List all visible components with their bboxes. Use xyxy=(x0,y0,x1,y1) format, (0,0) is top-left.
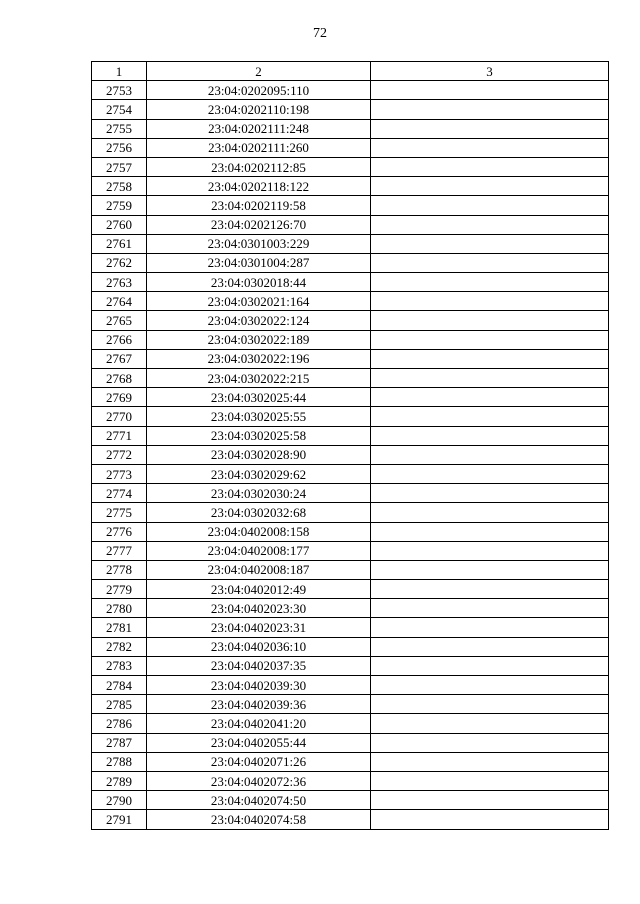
cadastral-number-cell: 23:04:0302028:90 xyxy=(147,445,371,464)
row-number-cell: 2784 xyxy=(92,676,147,695)
notes-cell xyxy=(371,273,609,292)
cadastral-number-cell: 23:04:0402074:58 xyxy=(147,810,371,829)
row-number-cell: 2774 xyxy=(92,484,147,503)
table-row xyxy=(92,253,609,272)
cadastral-number-cell: 23:04:0302021:164 xyxy=(147,292,371,311)
notes-cell xyxy=(371,196,609,215)
row-number-cell: 2775 xyxy=(92,503,147,522)
notes-cell xyxy=(371,810,609,829)
table-row xyxy=(92,330,609,349)
notes-cell xyxy=(371,138,609,157)
cadastral-number-cell: 23:04:0302018:44 xyxy=(147,273,371,292)
table-row xyxy=(92,273,609,292)
table-row xyxy=(92,311,609,330)
row-number-cell: 2761 xyxy=(92,234,147,253)
notes-cell xyxy=(371,426,609,445)
cadastral-number-cell: 23:04:0202095:110 xyxy=(147,81,371,100)
notes-cell xyxy=(371,100,609,119)
row-number-cell: 2760 xyxy=(92,215,147,234)
notes-cell xyxy=(371,177,609,196)
row-number-cell: 2755 xyxy=(92,119,147,138)
cadastral-number-cell: 23:04:0202110:198 xyxy=(147,100,371,119)
notes-cell xyxy=(371,311,609,330)
table-row xyxy=(92,484,609,503)
row-number-cell: 2779 xyxy=(92,580,147,599)
notes-cell xyxy=(371,676,609,695)
notes-cell xyxy=(371,580,609,599)
page-number: 72 xyxy=(313,26,327,41)
row-number-cell: 2754 xyxy=(92,100,147,119)
table-row xyxy=(92,177,609,196)
cadastral-number-cell: 23:04:0202111:248 xyxy=(147,119,371,138)
column-header-1: 1 xyxy=(92,62,147,81)
row-number-cell: 2786 xyxy=(92,714,147,733)
row-number-cell: 2780 xyxy=(92,599,147,618)
cadastral-number-cell: 23:04:0302022:196 xyxy=(147,349,371,368)
table-row xyxy=(92,196,609,215)
cadastral-number-cell: 23:04:0402023:30 xyxy=(147,599,371,618)
cadastral-number-cell: 23:04:0202112:85 xyxy=(147,157,371,176)
notes-cell xyxy=(371,541,609,560)
cadastral-number-cell: 23:04:0202119:58 xyxy=(147,196,371,215)
table-body xyxy=(92,81,609,829)
table-row xyxy=(92,81,609,100)
cadastral-number-cell: 23:04:0302025:44 xyxy=(147,388,371,407)
table-row xyxy=(92,503,609,522)
notes-cell xyxy=(371,695,609,714)
row-number-cell: 2783 xyxy=(92,656,147,675)
row-number-cell: 2759 xyxy=(92,196,147,215)
notes-cell xyxy=(371,733,609,752)
row-number-cell: 2762 xyxy=(92,253,147,272)
cadastral-number-cell: 23:04:0402008:177 xyxy=(147,541,371,560)
row-number-cell: 2787 xyxy=(92,733,147,752)
column-header-2: 2 xyxy=(147,62,371,81)
table-row xyxy=(92,388,609,407)
notes-cell xyxy=(371,599,609,618)
cadastral-number-cell: 23:04:0302022:189 xyxy=(147,330,371,349)
table-header-row xyxy=(92,62,609,81)
table-row xyxy=(92,618,609,637)
notes-cell xyxy=(371,157,609,176)
cadastral-number-cell: 23:04:0402037:35 xyxy=(147,656,371,675)
row-number-cell: 2781 xyxy=(92,618,147,637)
table-row xyxy=(92,100,609,119)
row-number-cell: 2753 xyxy=(92,81,147,100)
cadastral-number-cell: 23:04:0402008:187 xyxy=(147,560,371,579)
cadastral-number-cell: 23:04:0402023:31 xyxy=(147,618,371,637)
row-number-cell: 2763 xyxy=(92,273,147,292)
row-number-cell: 2788 xyxy=(92,752,147,771)
table-row xyxy=(92,560,609,579)
notes-cell xyxy=(371,503,609,522)
notes-cell xyxy=(371,522,609,541)
row-number-cell: 2778 xyxy=(92,560,147,579)
notes-cell xyxy=(371,656,609,675)
notes-cell xyxy=(371,330,609,349)
row-number-cell: 2772 xyxy=(92,445,147,464)
notes-cell xyxy=(371,407,609,426)
table-row xyxy=(92,637,609,656)
table-row xyxy=(92,810,609,829)
cadastral-table xyxy=(91,61,609,830)
cadastral-number-cell: 23:04:0402071:26 xyxy=(147,752,371,771)
cadastral-number-cell: 23:04:0302030:24 xyxy=(147,484,371,503)
row-number-cell: 2790 xyxy=(92,791,147,810)
cadastral-number-cell: 23:04:0402072:36 xyxy=(147,771,371,790)
cadastral-number-cell: 23:04:0402039:30 xyxy=(147,676,371,695)
table-row xyxy=(92,752,609,771)
notes-cell xyxy=(371,369,609,388)
cadastral-number-cell: 23:04:0302029:62 xyxy=(147,464,371,483)
table-row xyxy=(92,656,609,675)
notes-cell xyxy=(371,445,609,464)
notes-cell xyxy=(371,388,609,407)
cadastral-number-cell: 23:04:0301003:229 xyxy=(147,234,371,253)
cadastral-number-cell: 23:04:0302032:68 xyxy=(147,503,371,522)
notes-cell xyxy=(371,292,609,311)
row-number-cell: 2769 xyxy=(92,388,147,407)
table-row xyxy=(92,138,609,157)
cadastral-number-cell: 23:04:0302025:58 xyxy=(147,426,371,445)
row-number-cell: 2758 xyxy=(92,177,147,196)
column-header-3: 3 xyxy=(371,62,609,81)
row-number-cell: 2757 xyxy=(92,157,147,176)
cadastral-number-cell: 23:04:0402055:44 xyxy=(147,733,371,752)
notes-cell xyxy=(371,81,609,100)
notes-cell xyxy=(371,464,609,483)
row-number-cell: 2766 xyxy=(92,330,147,349)
table-row xyxy=(92,157,609,176)
cadastral-number-cell: 23:04:0402012:49 xyxy=(147,580,371,599)
cadastral-number-cell: 23:04:0402039:36 xyxy=(147,695,371,714)
row-number-cell: 2777 xyxy=(92,541,147,560)
notes-cell xyxy=(371,215,609,234)
notes-cell xyxy=(371,484,609,503)
table-row xyxy=(92,464,609,483)
notes-cell xyxy=(371,349,609,368)
cadastral-number-cell: 23:04:0302022:124 xyxy=(147,311,371,330)
table-row xyxy=(92,676,609,695)
table-row xyxy=(92,714,609,733)
notes-cell xyxy=(371,618,609,637)
table-row xyxy=(92,445,609,464)
cadastral-number-cell: 23:04:0402074:50 xyxy=(147,791,371,810)
notes-cell xyxy=(371,771,609,790)
row-number-cell: 2765 xyxy=(92,311,147,330)
table-row xyxy=(92,733,609,752)
notes-cell xyxy=(371,637,609,656)
cadastral-number-cell: 23:04:0301004:287 xyxy=(147,253,371,272)
row-number-cell: 2770 xyxy=(92,407,147,426)
table-row xyxy=(92,407,609,426)
table-row xyxy=(92,695,609,714)
row-number-cell: 2771 xyxy=(92,426,147,445)
row-number-cell: 2789 xyxy=(92,771,147,790)
cadastral-number-cell: 23:04:0302025:55 xyxy=(147,407,371,426)
cadastral-number-cell: 23:04:0402008:158 xyxy=(147,522,371,541)
notes-cell xyxy=(371,560,609,579)
table-row xyxy=(92,580,609,599)
table-row xyxy=(92,119,609,138)
row-number-cell: 2791 xyxy=(92,810,147,829)
table-row xyxy=(92,369,609,388)
table-row xyxy=(92,234,609,253)
row-number-cell: 2756 xyxy=(92,138,147,157)
notes-cell xyxy=(371,752,609,771)
notes-cell xyxy=(371,791,609,810)
table-row xyxy=(92,541,609,560)
table-row xyxy=(92,791,609,810)
cadastral-number-cell: 23:04:0202126:70 xyxy=(147,215,371,234)
row-number-cell: 2773 xyxy=(92,464,147,483)
table-row xyxy=(92,426,609,445)
row-number-cell: 2782 xyxy=(92,637,147,656)
row-number-cell: 2785 xyxy=(92,695,147,714)
table-row xyxy=(92,771,609,790)
table-row xyxy=(92,599,609,618)
row-number-cell: 2768 xyxy=(92,369,147,388)
cadastral-number-cell: 23:04:0302022:215 xyxy=(147,369,371,388)
notes-cell xyxy=(371,714,609,733)
cadastral-number-cell: 23:04:0202118:122 xyxy=(147,177,371,196)
cadastral-number-cell: 23:04:0202111:260 xyxy=(147,138,371,157)
row-number-cell: 2776 xyxy=(92,522,147,541)
row-number-cell: 2767 xyxy=(92,349,147,368)
table-row xyxy=(92,215,609,234)
cadastral-number-cell: 23:04:0402036:10 xyxy=(147,637,371,656)
table-row xyxy=(92,292,609,311)
notes-cell xyxy=(371,119,609,138)
cadastral-number-cell: 23:04:0402041:20 xyxy=(147,714,371,733)
notes-cell xyxy=(371,253,609,272)
notes-cell xyxy=(371,234,609,253)
row-number-cell: 2764 xyxy=(92,292,147,311)
table-row xyxy=(92,522,609,541)
table-row xyxy=(92,349,609,368)
